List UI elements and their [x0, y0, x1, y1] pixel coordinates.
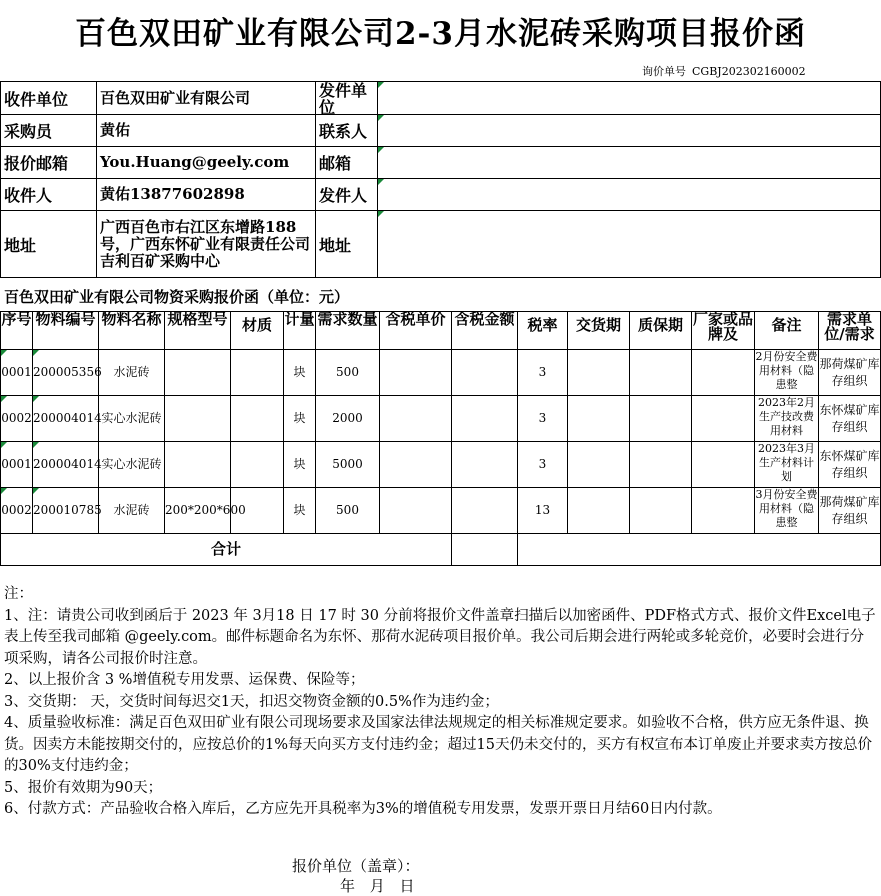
cell-delivery[interactable]: [568, 350, 630, 396]
cell-name: 水泥砖: [99, 488, 165, 534]
cell-delivery[interactable]: [568, 488, 630, 534]
inquiry-value: CGBJ202302160002: [692, 65, 806, 78]
total-blank: [518, 534, 881, 566]
email-value[interactable]: You.Huang@geely.com: [97, 147, 316, 179]
table-row: [1, 350, 881, 396]
note-item: 3、交货期： 天，交货时间每迟交1天，扣迟交物资金额的0.5%作为违约金；: [4, 693, 499, 710]
buyer-value[interactable]: 黄佑: [97, 115, 316, 147]
receiver-unit-value[interactable]: 百色双田矿业有限公司: [97, 82, 316, 115]
header-qty: 需求数量: [316, 312, 380, 350]
cell-code: 200010785: [33, 488, 99, 534]
cell-code: 200004014: [33, 442, 99, 488]
header-unit-price: 含税单价: [380, 312, 452, 350]
cell-demand-unit: 东怀煤矿库存组织: [819, 442, 881, 488]
total-amount[interactable]: [452, 534, 518, 566]
header-spec: 规格型号: [165, 312, 231, 350]
cell-spec: [165, 396, 231, 442]
table-row: [1, 442, 881, 488]
cell-warranty[interactable]: [630, 350, 692, 396]
cell-unit: 块: [284, 350, 316, 396]
cell-brand[interactable]: [692, 396, 755, 442]
cell-unit-price[interactable]: [380, 350, 452, 396]
cell-remark: 2023年3月生产材料计划: [755, 442, 819, 488]
cell-seq: 0001: [1, 350, 33, 396]
address2-label: 地址: [316, 211, 378, 278]
header-brand: 厂家或品牌及: [692, 312, 755, 350]
sender-unit-label: 发件单位: [316, 82, 378, 115]
cell-amount[interactable]: [452, 488, 518, 534]
inquiry-number: [636, 63, 806, 79]
address2-value[interactable]: [378, 211, 881, 278]
address-value[interactable]: 广西百色市右江区东增路188号，广西东怀矿业有限责任公司吉利百矿采购中心: [97, 211, 316, 278]
cell-unit-price[interactable]: [380, 396, 452, 442]
cell-tax-rate: 3: [518, 350, 568, 396]
cell-name: 水泥砖: [99, 350, 165, 396]
header-material: 材质: [231, 312, 284, 350]
cell-brand[interactable]: [692, 442, 755, 488]
cell-material: [231, 396, 284, 442]
address-label: 地址: [1, 211, 97, 278]
note-heading: 注：: [4, 586, 33, 602]
cell-remark: 2月份安全费用材料（隐患整: [755, 350, 819, 396]
cell-remark: 2023年2月生产技改费用材料: [755, 396, 819, 442]
note-item: 4、质量验收标准：满足百色双田矿业有限公司现场要求及国家法律法规规定的相关标准规定要求。如验收不合格，供方应无条件退、换货。因卖方未能按期交付的，应按总价的1%每天向买方支付违约金；超过15天仍未交付的，买方有权宣布本订单废止并要求卖方按总价的30%支付违约金；: [4, 715, 872, 774]
terms-notes: [4, 584, 878, 821]
quote-unit-stamp-label: 报价单位（盖章）：: [292, 857, 420, 875]
cell-name: 实心水泥砖: [99, 396, 165, 442]
header-tax-rate: 税率: [518, 312, 568, 350]
cell-qty: 5000: [316, 442, 380, 488]
cell-amount[interactable]: [452, 396, 518, 442]
cell-delivery[interactable]: [568, 396, 630, 442]
contact-value[interactable]: [378, 115, 881, 147]
note-item: 2、以上报价含 3 %增值税专用发票、运保费、保险等；: [4, 672, 365, 688]
header-amount: 含税金额: [452, 312, 518, 350]
info-table: [0, 81, 881, 278]
cell-qty: 2000: [316, 396, 380, 442]
cell-warranty[interactable]: [630, 396, 692, 442]
cell-qty: 500: [316, 488, 380, 534]
header-name: 物料名称: [99, 312, 165, 350]
cell-spec: 200*200*600: [165, 488, 231, 534]
inquiry-label: 询价单号: [642, 65, 686, 78]
header-unit: 计量: [284, 312, 316, 350]
header-remark: 备注: [755, 312, 819, 350]
cell-tax-rate: 3: [518, 396, 568, 442]
cell-amount[interactable]: [452, 442, 518, 488]
cell-brand[interactable]: [692, 488, 755, 534]
cell-unit: 块: [284, 442, 316, 488]
cell-remark: 3月份安全费用材料（隐患整: [755, 488, 819, 534]
header-warranty: 质保期: [630, 312, 692, 350]
table-row: [1, 396, 881, 442]
cell-delivery[interactable]: [568, 442, 630, 488]
cell-warranty[interactable]: [630, 442, 692, 488]
signature-date-label: 年 月 日: [340, 877, 415, 895]
cell-demand-unit: 那荷煤矿库存组织: [819, 350, 881, 396]
total-label: 合计: [1, 534, 452, 566]
cell-spec: [165, 442, 231, 488]
header-delivery: 交货期: [568, 312, 630, 350]
cell-name: 实心水泥砖: [99, 442, 165, 488]
recipient-value[interactable]: 黄佑13877602898: [97, 179, 316, 211]
cell-unit: 块: [284, 396, 316, 442]
note-item: 1、注：请贵公司收到函后于 2023 年 3月18 日 17 时 30 分前将报价文件盖章扫描后以加密函件、PDF格式方式、报价文件Excel电子表上传至我司邮箱 @geely.com。邮件标题命名为东怀、那荷水泥砖项目报价单。我公司后期会进行两轮或多轮竞价，必要时会进行分项采购，请各公司报价时注意。: [4, 607, 876, 667]
items-table: [0, 311, 881, 566]
receiver-unit-label: 收件单位: [1, 82, 97, 115]
header-seq: 序号: [1, 312, 33, 350]
cell-qty: 500: [316, 350, 380, 396]
table-row: [1, 488, 881, 534]
page-title: 百色双田矿业有限公司2-3月水泥砖采购项目报价函: [74, 16, 806, 52]
cell-tax-rate: 13: [518, 488, 568, 534]
cell-seq: 0001: [1, 442, 33, 488]
email-label: 报价邮箱: [1, 147, 97, 179]
note-item: 6、付款方式：产品验收合格入库后，乙方应先开具税率为3%的增值税专用发票，发票开票日月结60日内付款。: [4, 801, 722, 817]
note-item: 5、报价有效期为90天；: [4, 779, 163, 796]
cell-material: [231, 350, 284, 396]
cell-code: 200004014: [33, 396, 99, 442]
cell-demand-unit: 那荷煤矿库存组织: [819, 488, 881, 534]
buyer-label: 采购员: [1, 115, 97, 147]
cell-unit-price[interactable]: [380, 442, 452, 488]
cell-seq: 0002: [1, 396, 33, 442]
recipient-label: 收件人: [1, 179, 97, 211]
sender-value[interactable]: [378, 179, 881, 211]
total-row: [1, 534, 881, 566]
cell-seq: 0002: [1, 488, 33, 534]
cell-code: 200005356: [33, 350, 99, 396]
cell-amount[interactable]: [452, 350, 518, 396]
contact-label: 联系人: [316, 115, 378, 147]
sender-label: 发件人: [316, 179, 378, 211]
cell-tax-rate: 3: [518, 442, 568, 488]
cell-material: [231, 442, 284, 488]
header-code: 物料编号: [33, 312, 99, 350]
cell-spec: [165, 350, 231, 396]
cell-demand-unit: 东怀煤矿库存组织: [819, 396, 881, 442]
cell-warranty[interactable]: [630, 488, 692, 534]
mailbox-value[interactable]: [378, 147, 881, 179]
section-title: 百色双田矿业有限公司物资采购报价函（单位：元）: [4, 288, 350, 306]
header-demand-unit: 需求单位/需求: [819, 312, 881, 350]
cell-unit-price[interactable]: [380, 488, 452, 534]
cell-unit: 块: [284, 488, 316, 534]
sender-unit-value[interactable]: [378, 82, 881, 115]
cell-brand[interactable]: [692, 350, 755, 396]
mailbox-label: 邮箱: [316, 147, 378, 179]
